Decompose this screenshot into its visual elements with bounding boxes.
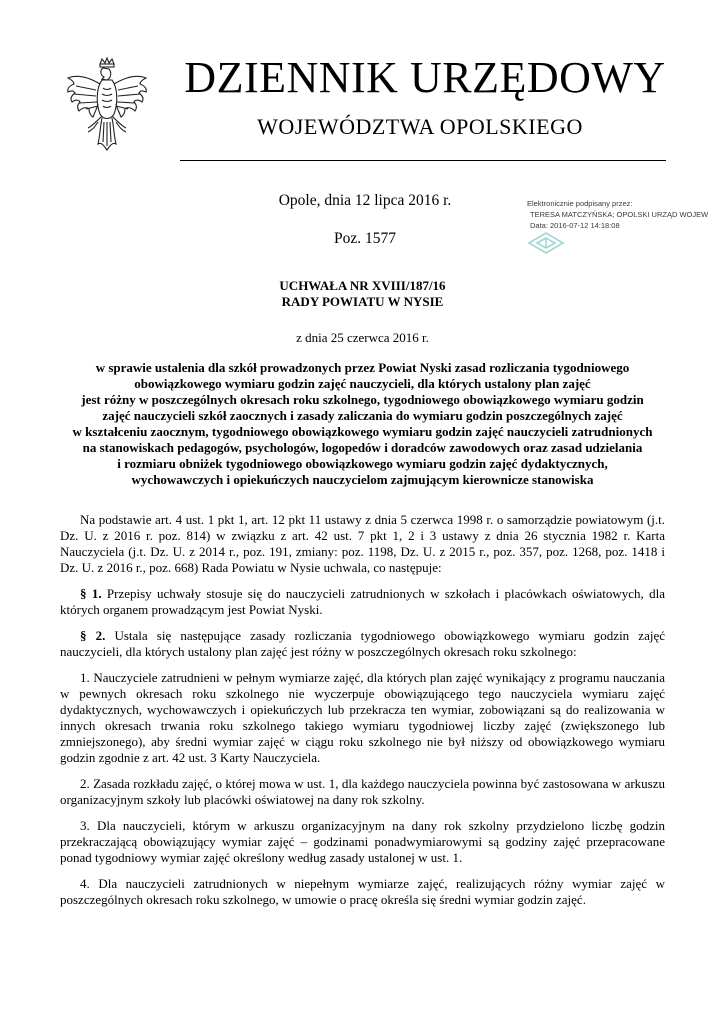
signature-watermark-icon bbox=[527, 231, 565, 255]
list-item: 3. Dla nauczycieli, którym w arkuszu organizacyjnym na dany rok szkolny przydzielono liczbę godzin przekraczającą obowiązujący wymiar zajęć – godzinami ponadwymiarowymi są godziny zajęć przepracowane ponad tygodniowy wymiar zajęć określony według zasady ustalonej w ust. 1. bbox=[60, 818, 665, 865]
list-item: 2. Zasada rozkładu zajęć, o której mowa w ust. 1, dla każdego nauczyciela powinna być zastosowana w arkuszu organizacyjnym szkoły lub placówki oświatowej na dany rok szkolny. bbox=[60, 776, 665, 807]
paragraph-2 bbox=[60, 628, 665, 660]
subject-line: jest różny w poszczególnych okresach roku szkolnego, tygodniowego obowiązkowego wymiaru godzin bbox=[81, 392, 644, 407]
header-divider bbox=[180, 160, 666, 161]
subject-line: na stanowiskach pedagogów, psychologów, logopedów i doradców zawodowych oraz zasad udzielania bbox=[82, 440, 643, 455]
resolution-number: UCHWAŁA NR XVIII/187/16 bbox=[279, 278, 446, 293]
resolution-authority: RADY POWIATU W NYSIE bbox=[281, 294, 444, 309]
list-item: 4. Dla nauczycieli zatrudnionych w niepełnym wymiarze zajęć, realizujących różny wymiar zajęć w poszczególnych okresach roku szkolnego, w umowie o pracę określa się średni wymiar godzin zajęć. bbox=[60, 876, 665, 907]
subject-line: w sprawie ustalenia dla szkół prowadzonych przez Powiat Nyski zasad rozliczania tygodniowego bbox=[95, 360, 630, 375]
journal-subtitle: WOJEWÓDZTWA OPOLSKIEGO bbox=[257, 114, 583, 139]
resolution-date: z dnia 25 czerwca 2016 r. bbox=[296, 330, 429, 345]
subject-line: zajęć nauczycieli szkół zaocznych i zasady zaliczania do wymiaru godzin poszczególnych zajęć bbox=[102, 408, 623, 423]
subject-line: obowiązkowego wymiaru godzin zajęć nauczycieli, dla których ustalony plan zajęć bbox=[134, 376, 591, 391]
list-item: 1. Nauczyciele zatrudnieni w pełnym wymiarze zajęć, dla których plan zajęć wynikający z programu nauczania w pewnych okresach roku szkolnego nie wyczerpuje obowiązującego tego nauczyciela wymiaru zajęć dydaktycznych, wychowawczych i opiekuńczych lub przekracza ten wymiar, zobowiązani są do realizowania w innych okresach trwania roku szkolnego takiego wymiaru tygodniowej liczby zajęć (zwiększonego lub zmniejszonego), aby średni wymiar zajęć w ciągu roku szkolnego nie był niższy od obowiązkowego wymiaru godzin zgodnie z art. 42 ust. 3 Karty Nauczyciela. bbox=[60, 670, 665, 765]
position-number: Poz. 1577 bbox=[334, 230, 396, 247]
subject-line: w kształceniu zaocznym, tygodniowego obowiązkowego wymiaru godzin zajęć nauczycieli zatrudnionych bbox=[72, 424, 653, 439]
place-and-date: Opole, dnia 12 lipca 2016 r. bbox=[278, 192, 452, 209]
resolution-subject bbox=[60, 360, 665, 488]
paragraph-2-text: Ustala się następujące zasady rozliczania tygodniowego obowiązkowego wymiaru godzin zajęć nauczycieli, dla których ustalony plan zajęć jest różny w poszczególnych okresach roku szkolnego: bbox=[60, 628, 665, 659]
paragraph-1-text: Przepisy uchwały stosuje się do nauczycieli zatrudnionych w szkołach i placówkach oświatowych, dla których organem prowadzącym jest Powiat Nyski. bbox=[60, 586, 666, 617]
paragraph-1-label: § 1. bbox=[80, 586, 102, 601]
signature-label: Elektronicznie podpisany przez: bbox=[527, 199, 633, 208]
signature-signer: TERESA MATCZYŃSKA; OPOLSKI URZĄD WOJEW bbox=[530, 210, 709, 219]
resolution-heading bbox=[60, 278, 665, 310]
paragraph-2-label: § 2. bbox=[80, 628, 106, 643]
electronic-signature-stamp bbox=[527, 198, 723, 258]
paragraph-1 bbox=[60, 586, 665, 618]
signature-date: Data: 2016-07-12 14:18:08 bbox=[530, 221, 620, 230]
subject-line: wychowawczych i opiekuńczych nauczycielom zajmującym kierownicze stanowiska bbox=[131, 472, 594, 487]
journal-title: DZIENNIK URZĘDOWY bbox=[184, 53, 666, 102]
subject-line: i rozmiaru obniżek tygodniowego obowiązkowego wymiaru godzin zajęć dydaktycznych, bbox=[117, 456, 608, 471]
polish-eagle-emblem-icon bbox=[62, 56, 152, 156]
document-body bbox=[60, 512, 665, 918]
preamble-paragraph: Na podstawie art. 4 ust. 1 pkt 1, art. 12 pkt 11 ustawy z dnia 5 czerwca 1998 r. o samorządzie powiatowym (j.t. Dz. U. z 2016 r. poz. 814) w związku z art. 42 ust. 7 pkt 1, 2 i 3 ustawy z dnia 26 stycznia 1982 r. Karta Nauczyciela (j.t. Dz. U. z 2014 r., poz. 191, zmiany: poz. 1198, Dz. U. z 2015 r., poz. 357, poz. 1268, poz. 1418 i Dz. U. z 2016 r., poz. 668) Rada Powiatu w Nysie uchwala, co następuje: bbox=[60, 512, 665, 575]
